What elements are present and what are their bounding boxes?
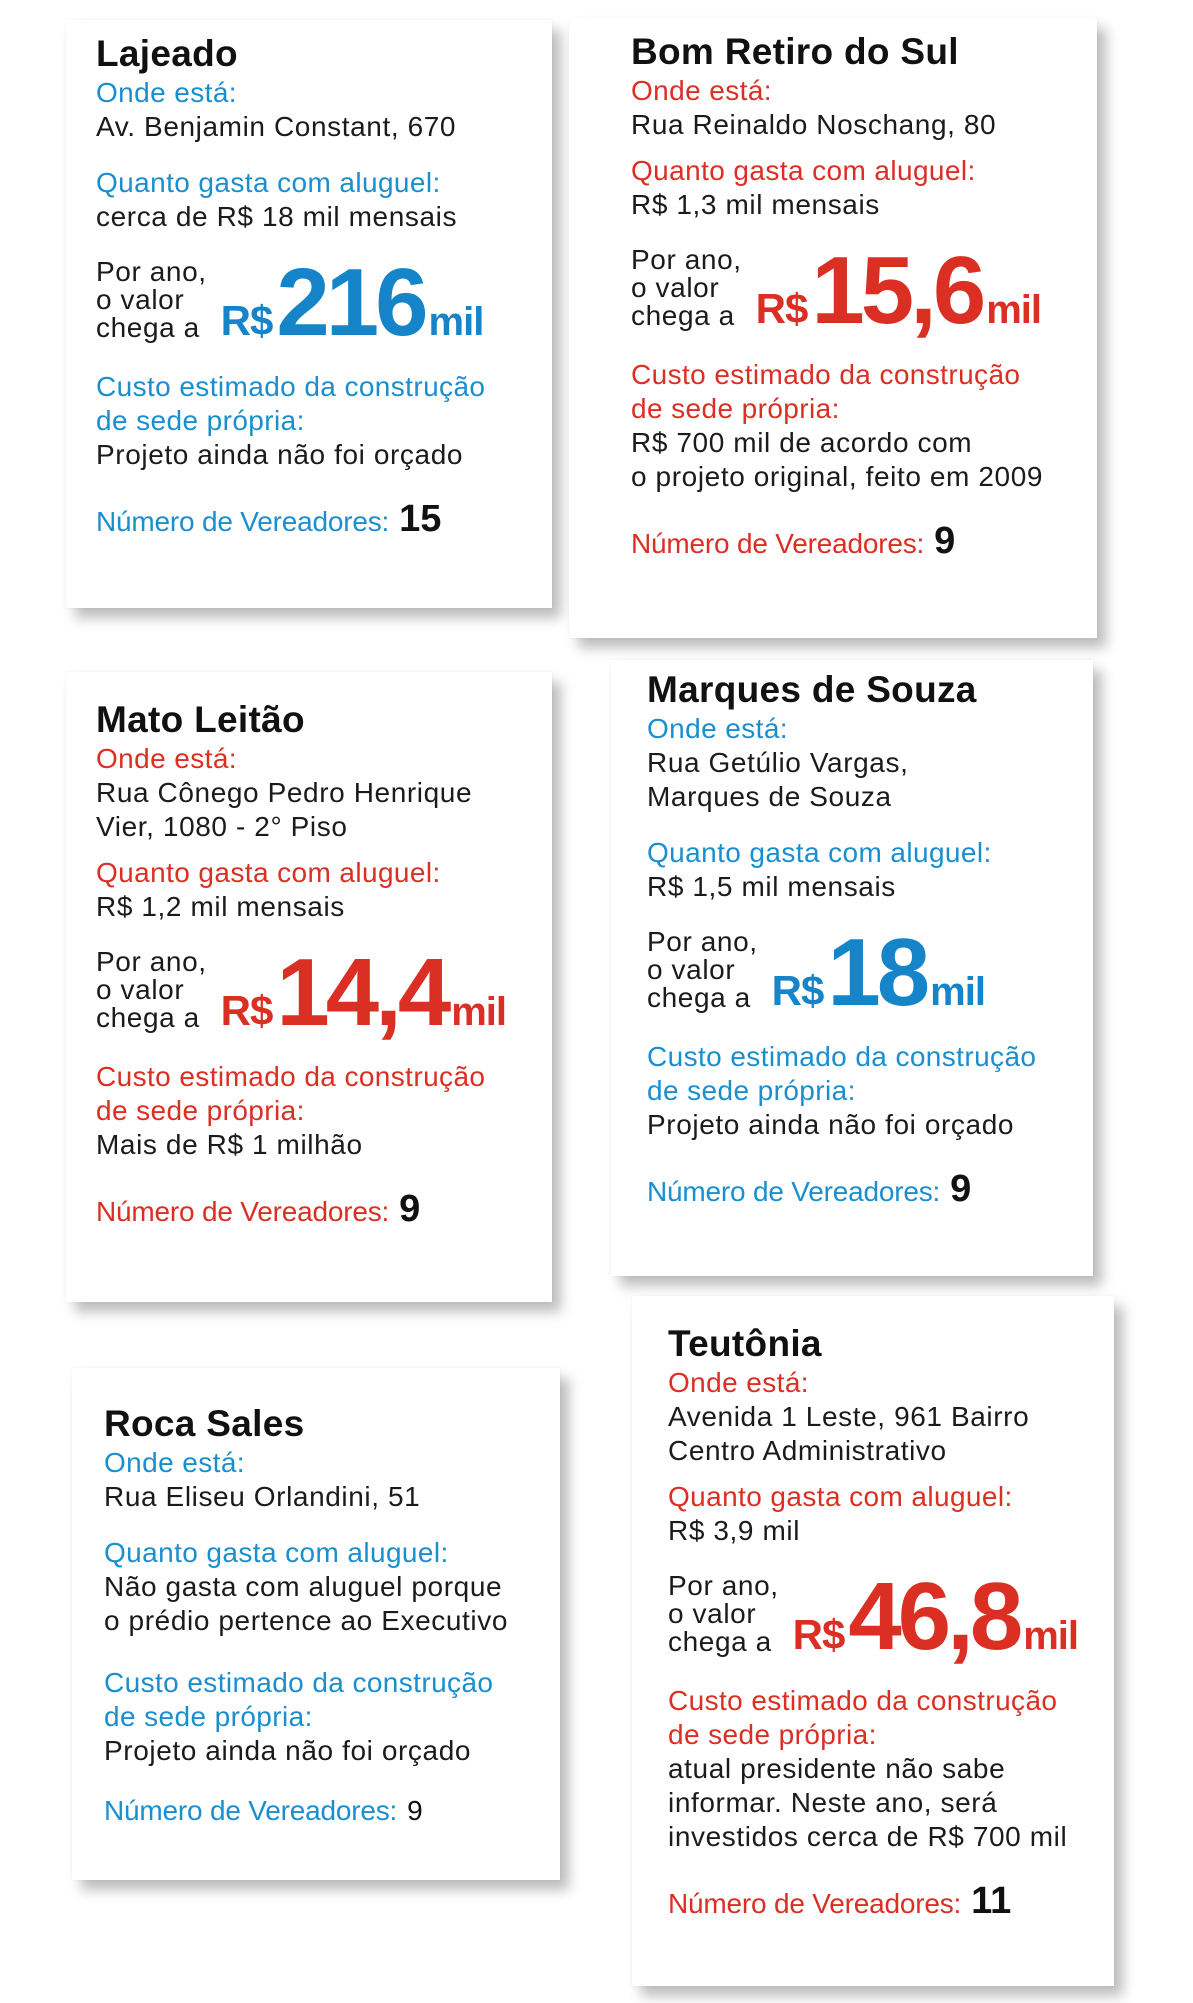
unit-label: mil <box>1023 1614 1078 1658</box>
yearly-block <box>96 939 532 1046</box>
council-row <box>647 1168 1073 1211</box>
card-teutonia <box>632 1296 1114 1986</box>
cost-line: Mais de R$ 1 milhão <box>96 1129 363 1160</box>
label-aluguel: Quanto gasta com aluguel: <box>647 837 992 868</box>
rent-line: R$ 1,3 mil mensais <box>631 189 880 220</box>
currency-symbol: R$ <box>755 285 808 332</box>
address-line: Rua Getúlio Vargas, <box>647 747 909 778</box>
city-name: Mato Leitão <box>96 699 305 740</box>
council-count: 11 <box>971 1880 1012 1922</box>
card-marques-de-souza <box>611 660 1093 1276</box>
per-year-text: Por ano, o valor chega a <box>96 946 207 1033</box>
per-year-text: Por ano, o valor chega a <box>631 244 742 331</box>
yearly-value <box>220 249 484 356</box>
address-line: Rua Cônego Pedro Henrique <box>96 777 473 808</box>
currency-symbol: R$ <box>220 987 273 1034</box>
council-count: 9 <box>934 520 956 562</box>
label-vereadores: Número de Vereadores: <box>668 1888 962 1919</box>
per-year-text: Por ano, o valor chega a <box>96 256 207 343</box>
currency-symbol: R$ <box>792 1611 845 1658</box>
yearly-block <box>96 249 532 356</box>
cost-line: o projeto original, feito em 2009 <box>631 461 1044 492</box>
council-row <box>631 520 1077 563</box>
label-custo-2: de sede própria: <box>96 1095 305 1126</box>
cost-line: atual presidente não sabe <box>668 1753 1006 1784</box>
cost-line: informar. Neste ano, será <box>668 1787 998 1818</box>
rent-line: o prédio pertence ao Executivo <box>104 1605 509 1636</box>
city-name: Roca Sales <box>104 1403 305 1444</box>
rent-line: cerca de R$ 18 mil mensais <box>96 201 458 232</box>
yearly-value <box>220 939 506 1046</box>
card-mato-leitao <box>66 672 552 1302</box>
rent-line: R$ 1,5 mil mensais <box>647 871 896 902</box>
label-custo-1: Custo estimado da construção <box>96 1061 486 1092</box>
label-onde: Onde está: <box>96 743 237 774</box>
cost-line: Projeto ainda não foi orçado <box>647 1109 1015 1140</box>
city-name: Lajeado <box>96 33 238 74</box>
label-onde: Onde está: <box>668 1367 809 1398</box>
council-count: 9 <box>399 1188 421 1230</box>
address-line: Vier, 1080 - 2° Piso <box>96 811 348 842</box>
yearly-value <box>771 919 985 1026</box>
label-aluguel: Quanto gasta com aluguel: <box>668 1481 1013 1512</box>
city-name: Bom Retiro do Sul <box>631 31 959 72</box>
council-row <box>96 498 532 541</box>
cost-line: investidos cerca de R$ 700 mil <box>668 1821 1068 1852</box>
council-row <box>104 1794 540 1828</box>
label-aluguel: Quanto gasta com aluguel: <box>96 857 441 888</box>
yearly-number: 15,6 <box>811 237 983 344</box>
per-year-text: Por ano, o valor chega a <box>647 926 758 1013</box>
label-onde: Onde está: <box>104 1447 245 1478</box>
label-aluguel: Quanto gasta com aluguel: <box>104 1537 449 1568</box>
label-vereadores: Número de Vereadores: <box>96 506 390 537</box>
label-vereadores: Número de Vereadores: <box>96 1196 390 1227</box>
city-name: Teutônia <box>668 1323 822 1364</box>
label-aluguel: Quanto gasta com aluguel: <box>96 167 441 198</box>
label-aluguel: Quanto gasta com aluguel: <box>631 155 976 186</box>
label-custo-1: Custo estimado da construção <box>647 1041 1037 1072</box>
currency-symbol: R$ <box>771 967 824 1014</box>
per-year-text: Por ano, o valor chega a <box>668 1570 779 1657</box>
label-custo-2: de sede própria: <box>104 1701 313 1732</box>
cost-line: R$ 700 mil de acordo com <box>631 427 973 458</box>
label-custo-2: de sede própria: <box>668 1719 877 1750</box>
card-roca-sales <box>72 1368 560 1880</box>
yearly-block <box>647 919 1073 1026</box>
label-custo-2: de sede própria: <box>96 405 305 436</box>
address-line: Rua Eliseu Orlandini, 51 <box>104 1481 421 1512</box>
card-bom-retiro-do-sul <box>569 18 1097 638</box>
rent-line: R$ 3,9 mil <box>668 1515 801 1546</box>
yearly-number: 216 <box>276 249 425 356</box>
yearly-value <box>792 1563 1078 1670</box>
label-onde: Onde está: <box>96 77 237 108</box>
label-custo-1: Custo estimado da construção <box>631 359 1021 390</box>
label-vereadores: Número de Vereadores: <box>647 1176 941 1207</box>
address-line: Centro Administrativo <box>668 1435 947 1466</box>
rent-line: R$ 1,2 mil mensais <box>96 891 345 922</box>
label-onde: Onde está: <box>647 713 788 744</box>
label-custo-1: Custo estimado da construção <box>96 371 486 402</box>
label-onde: Onde está: <box>631 75 772 106</box>
currency-symbol: R$ <box>220 297 273 344</box>
address-line: Avenida 1 Leste, 961 Bairro <box>668 1401 1030 1432</box>
label-vereadores: Número de Vereadores: <box>631 528 925 559</box>
address-line: Marques de Souza <box>647 781 892 812</box>
unit-label: mil <box>986 288 1041 332</box>
label-custo-2: de sede própria: <box>631 393 840 424</box>
cost-line: Projeto ainda não foi orçado <box>96 439 464 470</box>
yearly-number: 14,4 <box>276 939 448 1046</box>
label-vereadores: Número de Vereadores: <box>104 1795 398 1826</box>
label-custo-1: Custo estimado da construção <box>104 1667 494 1698</box>
yearly-number: 46,8 <box>848 1563 1020 1670</box>
unit-label: mil <box>451 990 506 1034</box>
council-count: 15 <box>399 498 442 540</box>
address-line: Rua Reinaldo Noschang, 80 <box>631 109 997 140</box>
yearly-block <box>631 237 1077 344</box>
unit-label: mil <box>428 300 484 344</box>
unit-label: mil <box>930 970 985 1014</box>
yearly-value <box>755 237 1041 344</box>
council-row <box>96 1188 532 1231</box>
council-count: 9 <box>407 1795 423 1826</box>
card-lajeado <box>66 20 552 608</box>
cost-line: Projeto ainda não foi orçado <box>104 1735 472 1766</box>
address-line: Av. Benjamin Constant, 670 <box>96 111 457 142</box>
council-count: 9 <box>950 1168 972 1210</box>
city-name: Marques de Souza <box>647 669 977 710</box>
rent-line: Não gasta com aluguel porque <box>104 1571 503 1602</box>
yearly-block <box>668 1563 1094 1670</box>
council-row <box>668 1880 1094 1923</box>
label-custo-2: de sede própria: <box>647 1075 856 1106</box>
yearly-number: 18 <box>827 919 927 1026</box>
label-custo-1: Custo estimado da construção <box>668 1685 1058 1716</box>
